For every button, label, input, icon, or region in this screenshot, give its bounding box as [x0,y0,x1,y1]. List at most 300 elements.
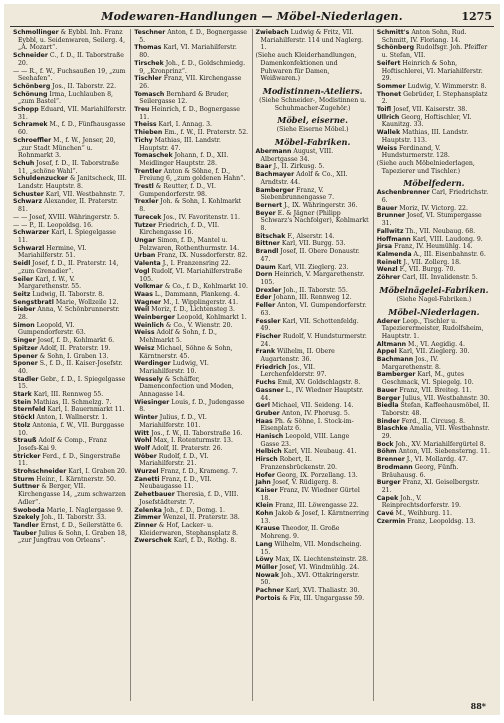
directory-entry [377,236,491,244]
directory-entry [13,198,127,213]
entry-name: Stein [13,398,32,406]
directory-entry [13,260,127,275]
entry-details: Rudolf, VI. Mariahilferstraße 105. [139,267,243,283]
directory-entry [134,414,248,429]
entry-details: Heinrich, f. D., Bognergasse 11. [139,106,240,121]
entry-name: Zimmer [134,514,162,522]
entry-name: Stricker [13,452,41,460]
column-2 [131,29,252,701]
entry-details: L., Dammann, Plankeng. 4. [154,290,240,298]
directory-entry [13,299,127,307]
entry-name: Aschenbrenner [376,189,430,197]
directory-entry [377,387,491,395]
entry-name: Helbich [255,448,282,456]
entry-name: Theiss [134,121,157,129]
entry-name: Schuh [13,159,35,167]
entry-details: Leop., Tischler u. Tapezierermeister, Rudolfsheim, Hauptstr. 1. [381,317,484,340]
directory-entry [134,430,248,438]
entry-details: Robert, II. Franzensbrückenstr. 20. [260,456,337,471]
entry-name: Zinner [134,522,157,529]
entry-name: Fischer [255,332,281,340]
directory-entry [134,198,248,213]
entry-name: Sponer [13,360,38,368]
directory-entry [377,60,491,83]
entry-name: Tichy [134,136,153,144]
directory-entry [256,456,370,471]
directory-entry [134,121,248,129]
entry-details: Franz, III. Löwengasse 22. [275,502,359,510]
entry-name: Baar [255,163,272,171]
entry-details: Josef, f. D., II. Taborstraße 11, „schöne Wahl“. [18,159,119,175]
entry-details: M., VI. Aegidig. 4. [408,340,465,348]
entry-details: Franz, V. Siebenbrunnengasse 7. [260,186,335,202]
directory-entry [256,556,370,564]
entry-details: Karl, VI. Mariahilferstr. 80. [139,44,237,60]
directory-entry [377,266,491,274]
entry-name: Wallek [376,129,401,137]
entry-name: Wagner [134,298,162,306]
entry-details: Karl, f. W., V. Margarethenstr. 55. [18,275,82,291]
entry-details: Karl, VIII. Laudong. 9. [412,235,483,243]
directory-entry [134,399,248,414]
entry-details: & Berger, VII. Kirchengasse 14, „zum schwarzen Adler“. [18,483,126,506]
directory-entry [377,106,491,114]
directory-entry [13,483,127,506]
directory-entry [134,314,248,322]
directory-entry [134,152,248,167]
cross-reference: (Siehe Schneider-, Modistinnen u. Schuhmacher-Zugehör.) [259,96,367,112]
entry-details: Karl, f. D., Rothg. 8. [173,537,237,545]
entry-name: Weil [134,306,150,314]
entry-name: Wiesinger [134,398,170,406]
directory-entry [256,487,370,502]
entry-name: Simon [13,321,35,329]
entry-details: Mathias, II. Schmelzg. 7. [33,398,112,406]
directory-entry [377,114,491,129]
page-header-title: Modewaren-Handlungen — Möbel-Niederlagen. [101,10,403,23]
directory-entry [13,29,127,52]
directory-entry [256,233,370,241]
entry-details: Franz, f. D., VII. Neubaugasse 11. [139,475,212,491]
entry-name: Seifert [376,59,401,67]
entry-details: Julius, f. D., VI. Mariahilferstr. 101. [139,414,207,429]
directory-entry [256,210,370,233]
entry-details: Franz, VII. Kirchengasse 26. [139,75,242,90]
entry-details: Leopold, VI. Gumpendorferstr. 63. [18,321,86,337]
entry-details: Hermine, VI. Mariahilferstr. 51. [18,244,87,260]
entry-details: Ludwig & Fritz, VII. Mariahilferstr. 114 und Naglerg. 1. [260,29,364,52]
directory-entry [13,175,127,190]
entry-name: Strauß [13,437,37,445]
entry-details: Michael, VII. Seideng. 14. [271,402,354,410]
cross-reference: (Siehe Eiserne Möbel.) [276,126,349,134]
entry-name: Kohn [255,510,274,518]
entry-name: Swoboda [13,506,45,514]
entry-name: Feller [255,302,276,310]
directory-entry [256,510,370,525]
directory-entry [377,402,491,417]
directory-entry [13,68,127,83]
directory-entry [13,468,127,476]
entry-details: Johann, III. Rennweg 12. [273,294,352,302]
entry-details: Mathias, III. Landstr. Hauptstr. 47. [139,136,221,152]
entry-details: Joh., XVI. Ottakringerstr. 50. [260,571,360,587]
directory-entry [256,202,370,210]
entry-details: Carl, Friedrichstr. 6. [381,189,489,205]
entry-name: Aderer [376,317,401,325]
directory-entry [134,329,248,344]
directory-entry [377,464,491,479]
entry-name: Wessely [134,375,163,383]
entry-details: S., f. D., II. Kaiser-Josefstr. 40. [18,360,123,375]
directory-entry [377,259,491,267]
directory-entry [134,360,248,375]
entry-name: Berger [376,394,401,402]
entry-details: Jos., IV. Favoritenstr. 11. [163,213,240,221]
entry-name: Klein [255,502,274,510]
entry-name: Ullrich [376,113,400,121]
entry-details: & Hof, Lacker- u. Kleiderwaren, Stephansplatz 8. [139,522,239,537]
entry-name: Bamberger [376,371,416,379]
entry-name: Tomaschek [134,152,173,160]
directory-entry [377,456,491,464]
entry-name: Cavé [376,510,394,518]
entry-details: Franz, IX. Nussdorferstr. 82. [157,252,248,260]
entry-details: Ernst, f. D., Seilerstätte 6. [40,522,123,529]
section-heading: Möbelnägelei-Fabriken. [379,284,489,295]
entry-details: Karl, I. Bauernmarkt 11. [47,406,125,414]
directory-entry [134,491,248,506]
entry-name: Blaschke [376,425,408,433]
entry-details: Joh., II. Taborstr. 33. [41,514,107,522]
directory-entry [256,264,370,272]
entry-details: Th., VII. Neubaug. 68. [405,227,476,235]
directory-entry [134,537,248,545]
entry-name: Turecek [134,213,162,221]
entry-details: Adolf & Co., XII. Arndtstr. 44. [260,171,348,186]
entry-details: Max, IX. Liechtensteinstr. 28. [275,556,368,564]
entry-name: Zwerschek [134,537,172,545]
entry-details: & Fix, III. Ungargasse 59. [282,594,365,602]
entry-details: J., II. Zirkusg. 5. [273,163,325,171]
directory-entry [256,433,370,448]
entry-name: Frank [255,348,276,356]
directory-entry [134,222,248,237]
directory-entry [377,228,491,236]
directory-entry [377,189,491,204]
entry-details: Moriz, IV. Victorg. 22. [399,204,468,212]
entry-name: Spitzer [13,344,38,352]
directory-entry [377,510,491,518]
directory-entry [13,337,127,345]
entry-details: Karl, VII. Zieglerg. 23. [277,263,349,271]
entry-name: Brunner [376,212,405,220]
entry-name: Abermann [255,148,292,156]
entry-name: Böhm [376,448,397,456]
entry-details: Franz, VII. Breiteg. 11. [399,386,472,394]
entry-name: Schramek [13,121,48,129]
entry-name: Jahn [255,479,271,487]
entry-details: Josef, f. D., Kohlmarkt 6. [37,337,115,345]
entry-name: Thieben [134,129,163,137]
directory-entry [13,391,127,399]
directory-entry [134,75,248,90]
entry-name: Szekely [13,514,40,522]
directory-entry [13,245,127,260]
directory-entry [134,453,248,468]
directory-entry [134,137,248,152]
directory-page [4,4,500,715]
entry-details: M., Weihburg. 11. [395,510,453,518]
entry-name: Reinelt [376,258,402,266]
entry-name: Bauer [376,386,398,394]
directory-entry [134,268,248,283]
directory-entry [13,52,127,67]
directory-entry [256,525,370,540]
directory-entry [13,276,127,291]
entry-name: Winter [134,414,158,422]
entry-name: Hanisch [255,433,284,441]
directory-entry [13,453,127,468]
entry-name: Weinberger [134,314,175,322]
entry-details: Leopold, VIII. Lange Gasse 23. [260,433,350,448]
directory-entry [256,302,370,317]
column-1 [10,29,131,701]
entry-details: Karl, M., gutes Geschmack, VI. Spiegelg. 10. [381,371,474,387]
entry-name: Beyer [255,209,276,217]
entry-details: & Janitscheck, III. Landstr. Hauptstr. 8. [18,175,127,191]
entry-details: Georg, IX. Porzellang. 13. [276,471,358,479]
entry-details: Franz, XI. Geiselbergstr. 21. [381,479,480,494]
entry-details: & Co., V. Wienstr. 20. [165,321,233,329]
directory-entry [13,83,127,91]
entry-name: Trexler [134,198,159,206]
directory-entry [377,91,491,106]
directory-entry [134,260,248,268]
entry-details: Carl, III. Invalidenstr. 5. [402,274,478,282]
entry-name: Schönung [13,90,48,98]
entry-details: Heinrich & Sohn, Hoftischlerei, VI. Mariahilferstr. 29. [381,59,483,83]
entry-details: Eduard, VII. Mariahilferstr. 31. [18,106,127,121]
directory-entry [377,145,491,160]
directory-entry [13,476,127,484]
entry-details: — — P., II. Leopoldsg. 16. [13,221,93,229]
directory-entry [13,229,127,244]
entry-name: Kaiser [255,486,278,494]
column-4 [374,29,494,701]
entry-name: Volkmar [134,283,163,291]
entry-name: Gassner [255,386,284,394]
entry-details: Franz, Leopoldsg. 13. [407,517,476,525]
directory-entry [134,445,248,453]
directory-entry [256,294,370,302]
directory-entry [256,171,370,186]
entry-name: Brandl [255,248,279,256]
directory-entry [134,514,248,522]
directory-entry [256,333,370,348]
directory-entry [377,44,491,59]
directory-entry [134,283,248,291]
directory-entry [134,168,248,183]
entry-name: Bamberger [255,186,295,194]
entry-name: Teschner [134,29,166,36]
directory-entry [13,530,127,545]
entry-details: Karl, III. Rennweg 55. [33,391,104,399]
entry-name: Tomasch [134,90,165,98]
directory-entry [134,29,248,44]
entry-details: Wenzel, II. Praterstr. 38. [162,514,240,522]
directory-entry [377,479,491,494]
entry-details: Georg, Hoftischler, VI. Kaunitzg. 33. [381,113,472,129]
entry-name: Friedrich [255,363,287,371]
directory-entry [377,348,491,356]
directory-entry [377,243,491,251]
entry-name: Binder [376,417,400,425]
entry-name: Hoffmann [376,235,411,243]
entry-details: Karl, I. Graben 20. [68,468,127,476]
entry-details: Julius & Sohn, I. Graben 18, „zur Jungfrau von Orleans“. [18,529,127,545]
directory-entry [13,414,127,422]
directory-entry [134,345,248,360]
entry-name: Weisz [134,344,155,352]
directory-entry [377,371,491,386]
entry-details: (Siehe auch Möbelniederlagen, Tapezierer und Tischler.) [376,159,475,175]
entry-name: Tauber [13,529,37,537]
entry-name: Brenner [376,456,405,464]
entry-name: Thomas [134,44,162,52]
entry-name: Weiss [376,144,398,152]
entry-details: J., I. Franzensring 22. [162,260,231,268]
entry-details: Georg, Fünfh. Bräuhausg. 6. [381,463,459,479]
entry-name: Treu [134,106,150,114]
entry-name: Zwiebach [255,29,289,36]
directory-entry [134,376,248,399]
directory-entry [377,356,491,371]
entry-name: Altmann [376,340,407,348]
column-3 [253,29,374,701]
directory-entry [256,287,370,295]
directory-entry [134,522,248,537]
entry-details: Jos., II. Taborstr. 22. [52,82,117,90]
entry-name: Bernert [255,201,283,209]
entry-details: & Co., f. D., Kohlmarkt 10. [164,283,248,291]
entry-name: Drexler [255,286,282,294]
entry-name: Tischler [134,75,162,83]
directory-entry [256,595,370,603]
directory-entry [134,476,248,491]
entry-name: Waas [134,290,153,298]
entry-name: Pachner [255,587,284,595]
entry-details: Irma, Luchlauben 8, „zum Bastel“. [18,90,113,106]
directory-entry [256,410,370,418]
directory-entry [377,495,491,510]
entry-name: Schneider [13,52,48,60]
entry-name: Stark [13,391,32,399]
directory-entry [256,52,370,83]
directory-entry [13,514,127,522]
directory-entry [13,160,127,175]
entry-details: Moriz, f. D., Lichtensteg 3. [151,306,235,314]
entry-name: Nowak [255,571,279,579]
directory-entry [377,160,491,175]
entry-details: F., VII. Burgg. 70. [399,266,456,274]
directory-entry [256,387,370,402]
entry-details: Friedrich, f. D., VII. Kirchengasse 16. [139,221,220,237]
entry-details: Gebrüder, I. Stephansplatz 2. [381,90,488,106]
directory-entry [134,106,248,121]
entry-details: Karl, VII. Burgg. 53. [281,240,346,248]
directory-entry [13,137,127,160]
entry-details: Theresia, f. D., VIII. Josefstädterstr. 7. [139,491,239,506]
columns [10,29,494,701]
entry-details: Antonia, f. W., VII. Burggasse 10. [18,421,125,437]
entry-details: Joh., f. D., Goldschmiedg. 9, „Kronprinz“. [139,59,246,75]
directory-entry [377,251,491,259]
entry-name: Urban [134,252,156,260]
directory-entry [256,418,370,433]
directory-entry [13,306,127,321]
entry-details: Josef, VII. Kaiserstr. 38. [393,106,468,114]
entry-details: Louis, f. D., Judengasse 8. [139,398,245,414]
entry-details: Simon, f. D., Mantel u. Pelzwaren, Rothenthurmstr. 14. [139,236,240,252]
entry-details: C., f. D., II. Taborstraße 20. [18,52,124,67]
folio-mark: 88* [470,701,486,711]
directory-entry [377,274,491,282]
entry-details: Adolf, II. Praterstr. 26. [151,444,223,452]
entry-name: Burger [376,479,401,487]
entry-name: Thonet [376,90,402,98]
entry-name: Fuchs [255,379,276,387]
entry-name: Bock [376,440,394,448]
directory-entry [256,148,370,163]
section-heading: Möbel-Fabriken. [274,137,351,148]
page-number: 1275 [461,10,492,23]
directory-entry [377,29,491,44]
directory-entry [256,379,370,387]
directory-entry [13,222,127,230]
entry-details: Ludwig, VI. Mariahilferstr. 10. [139,360,209,375]
entry-details: J., IX. Währingerstr. 36. [284,201,358,209]
entry-name: Trentler [134,167,162,175]
entry-details: Ferdinand, V. Hundsturmerstr. 128. [381,144,450,160]
directory-entry [377,441,491,449]
entry-name: Krause [255,525,280,533]
entry-name: Hirsch [255,456,278,464]
entry-name: Seidl [13,260,31,268]
directory-entry [256,572,370,587]
directory-entry [13,345,127,353]
directory-entry [134,60,248,75]
directory-entry [134,237,248,252]
entry-details: August, VIII. Albertgasse 34. [260,148,334,163]
entry-details: Ferd., II. Circusg. 8. [401,417,465,425]
directory-entry [134,291,248,299]
entry-details: Franz, IV. Heumühlg. 14. [394,243,473,251]
entry-details: Adolf & Sohn, f. D., Mehlmarkt 5. [139,329,217,345]
directory-entry [13,106,127,121]
entry-details: Bernhard & Bruder, Seilergasse 12. [139,90,229,106]
entry-name: Bachmann [376,356,414,364]
entry-name: Schwarz [13,198,43,206]
entry-details: E. & Jägner (Philipp Schwarz's Nachfolger), Kohlmarkt 8. [260,209,369,233]
entry-details: Heinr., I. Kärntnerstr. 50. [36,475,116,483]
entry-name: Wohl [134,437,152,445]
entry-details: Adolf, II. Praterstr. 19. [39,344,111,352]
entry-details: Joh. & Sohn, I. Kohlmarkt 8. [139,198,242,214]
entry-details: Theodor, II. Große Mohreng. 9. [260,525,340,541]
entry-details: & Reutter, f. D., VI. Gumpendorferstr. 98. [139,183,216,198]
directory-entry [13,522,127,530]
